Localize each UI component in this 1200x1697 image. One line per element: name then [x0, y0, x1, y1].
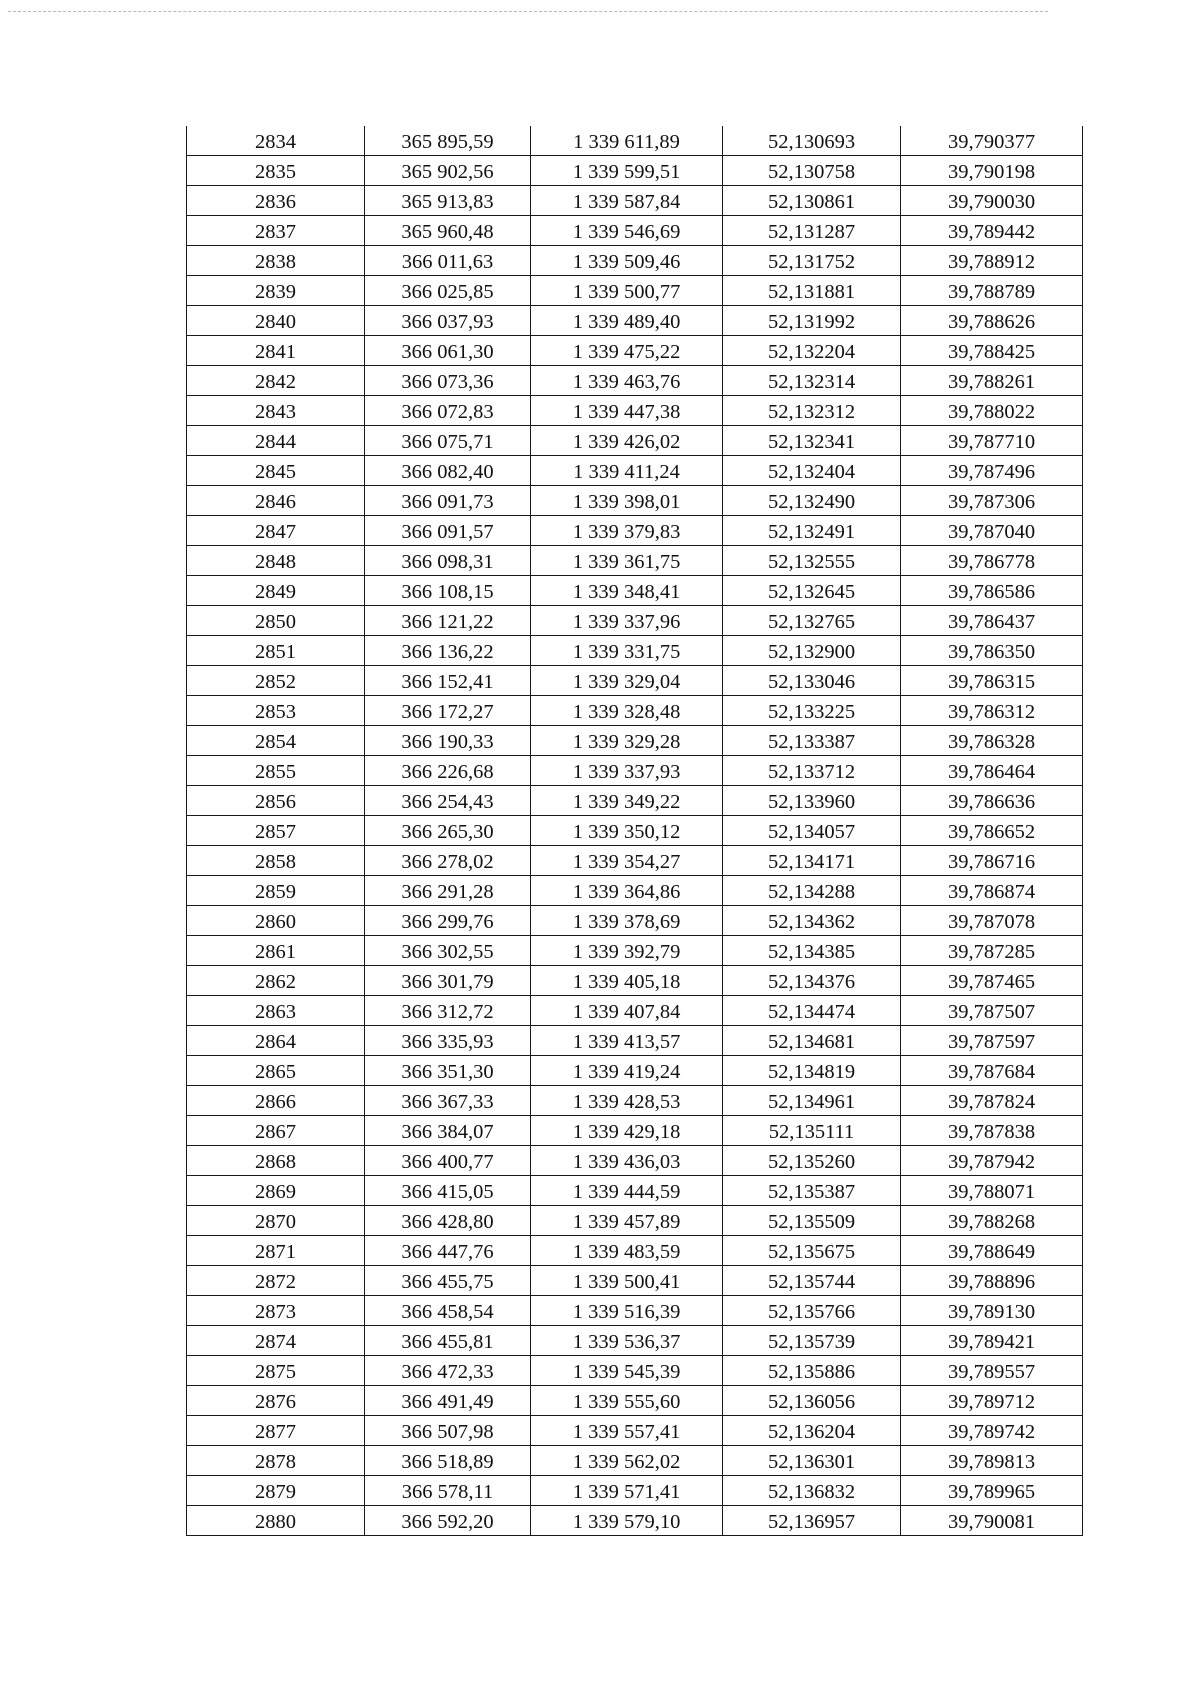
table-row [187, 1026, 1083, 1056]
latitude-cell: 52,135387 [723, 1176, 901, 1206]
longitude-cell: 39,786778 [901, 546, 1083, 576]
table-row [187, 336, 1083, 366]
point-number-cell: 2863 [187, 996, 365, 1026]
y-coordinate-cell: 1 339 407,84 [531, 996, 723, 1026]
latitude-cell: 52,136957 [723, 1506, 901, 1536]
point-number-cell: 2847 [187, 516, 365, 546]
longitude-cell: 39,786437 [901, 606, 1083, 636]
longitude-cell: 39,787597 [901, 1026, 1083, 1056]
x-coordinate-cell: 366 302,55 [365, 936, 531, 966]
longitude-cell: 39,788071 [901, 1176, 1083, 1206]
longitude-cell: 39,786350 [901, 636, 1083, 666]
table-row [187, 1476, 1083, 1506]
latitude-cell: 52,134819 [723, 1056, 901, 1086]
longitude-cell: 39,789421 [901, 1326, 1083, 1356]
table-row [187, 306, 1083, 336]
x-coordinate-cell: 366 491,49 [365, 1386, 531, 1416]
y-coordinate-cell: 1 339 509,46 [531, 246, 723, 276]
latitude-cell: 52,136301 [723, 1446, 901, 1476]
table-row [187, 1206, 1083, 1236]
latitude-cell: 52,133387 [723, 726, 901, 756]
longitude-cell: 39,789813 [901, 1446, 1083, 1476]
table-row [187, 546, 1083, 576]
point-number-cell: 2869 [187, 1176, 365, 1206]
y-coordinate-cell: 1 339 562,02 [531, 1446, 723, 1476]
x-coordinate-cell: 366 091,57 [365, 516, 531, 546]
latitude-cell: 52,132312 [723, 396, 901, 426]
table-row [187, 1506, 1083, 1536]
table-row [187, 1296, 1083, 1326]
latitude-cell: 52,134362 [723, 906, 901, 936]
x-coordinate-cell: 366 190,33 [365, 726, 531, 756]
table-row [187, 1146, 1083, 1176]
latitude-cell: 52,132314 [723, 366, 901, 396]
table-row [187, 1326, 1083, 1356]
longitude-cell: 39,788912 [901, 246, 1083, 276]
latitude-cell: 52,135739 [723, 1326, 901, 1356]
y-coordinate-cell: 1 339 411,24 [531, 456, 723, 486]
longitude-cell: 39,790198 [901, 156, 1083, 186]
point-number-cell: 2880 [187, 1506, 365, 1536]
latitude-cell: 52,134171 [723, 846, 901, 876]
latitude-cell: 52,132555 [723, 546, 901, 576]
y-coordinate-cell: 1 339 378,69 [531, 906, 723, 936]
longitude-cell: 39,786652 [901, 816, 1083, 846]
longitude-cell: 39,788425 [901, 336, 1083, 366]
table-row [187, 1086, 1083, 1116]
table-row [187, 156, 1083, 186]
y-coordinate-cell: 1 339 545,39 [531, 1356, 723, 1386]
y-coordinate-cell: 1 339 392,79 [531, 936, 723, 966]
y-coordinate-cell: 1 339 599,51 [531, 156, 723, 186]
latitude-cell: 52,131287 [723, 216, 901, 246]
table-row [187, 1356, 1083, 1386]
x-coordinate-cell: 366 291,28 [365, 876, 531, 906]
point-number-cell: 2874 [187, 1326, 365, 1356]
x-coordinate-cell: 366 367,33 [365, 1086, 531, 1116]
point-number-cell: 2840 [187, 306, 365, 336]
table-row [187, 1056, 1083, 1086]
latitude-cell: 52,132490 [723, 486, 901, 516]
point-number-cell: 2855 [187, 756, 365, 786]
table-row [187, 996, 1083, 1026]
y-coordinate-cell: 1 339 350,12 [531, 816, 723, 846]
x-coordinate-cell: 365 960,48 [365, 216, 531, 246]
longitude-cell: 39,786586 [901, 576, 1083, 606]
longitude-cell: 39,790081 [901, 1506, 1083, 1536]
x-coordinate-cell: 366 172,27 [365, 696, 531, 726]
longitude-cell: 39,787040 [901, 516, 1083, 546]
point-number-cell: 2838 [187, 246, 365, 276]
longitude-cell: 39,787507 [901, 996, 1083, 1026]
x-coordinate-cell: 366 301,79 [365, 966, 531, 996]
point-number-cell: 2849 [187, 576, 365, 606]
longitude-cell: 39,787684 [901, 1056, 1083, 1086]
y-coordinate-cell: 1 339 405,18 [531, 966, 723, 996]
point-number-cell: 2873 [187, 1296, 365, 1326]
point-number-cell: 2859 [187, 876, 365, 906]
point-number-cell: 2876 [187, 1386, 365, 1416]
y-coordinate-cell: 1 339 329,04 [531, 666, 723, 696]
longitude-cell: 39,789712 [901, 1386, 1083, 1416]
x-coordinate-cell: 366 265,30 [365, 816, 531, 846]
table-row [187, 1386, 1083, 1416]
longitude-cell: 39,786636 [901, 786, 1083, 816]
point-number-cell: 2864 [187, 1026, 365, 1056]
point-number-cell: 2834 [187, 126, 365, 156]
table-row [187, 516, 1083, 546]
latitude-cell: 52,132491 [723, 516, 901, 546]
table-row [187, 576, 1083, 606]
latitude-cell: 52,135509 [723, 1206, 901, 1236]
point-number-cell: 2861 [187, 936, 365, 966]
point-number-cell: 2836 [187, 186, 365, 216]
point-number-cell: 2835 [187, 156, 365, 186]
x-coordinate-cell: 366 455,81 [365, 1326, 531, 1356]
y-coordinate-cell: 1 339 587,84 [531, 186, 723, 216]
longitude-cell: 39,788268 [901, 1206, 1083, 1236]
longitude-cell: 39,787824 [901, 1086, 1083, 1116]
latitude-cell: 52,135260 [723, 1146, 901, 1176]
longitude-cell: 39,787306 [901, 486, 1083, 516]
point-number-cell: 2844 [187, 426, 365, 456]
y-coordinate-cell: 1 339 500,41 [531, 1266, 723, 1296]
x-coordinate-cell: 366 578,11 [365, 1476, 531, 1506]
y-coordinate-cell: 1 339 546,69 [531, 216, 723, 246]
table-row [187, 486, 1083, 516]
y-coordinate-cell: 1 339 331,75 [531, 636, 723, 666]
x-coordinate-cell: 366 226,68 [365, 756, 531, 786]
table-row [187, 636, 1083, 666]
latitude-cell: 52,131752 [723, 246, 901, 276]
point-number-cell: 2871 [187, 1236, 365, 1266]
point-number-cell: 2862 [187, 966, 365, 996]
table-row [187, 816, 1083, 846]
coordinates-table [186, 126, 1083, 1536]
y-coordinate-cell: 1 339 426,02 [531, 426, 723, 456]
point-number-cell: 2878 [187, 1446, 365, 1476]
y-coordinate-cell: 1 339 557,41 [531, 1416, 723, 1446]
latitude-cell: 52,132645 [723, 576, 901, 606]
point-number-cell: 2868 [187, 1146, 365, 1176]
x-coordinate-cell: 366 025,85 [365, 276, 531, 306]
latitude-cell: 52,133960 [723, 786, 901, 816]
latitude-cell: 52,134681 [723, 1026, 901, 1056]
longitude-cell: 39,788649 [901, 1236, 1083, 1266]
table-row [187, 366, 1083, 396]
latitude-cell: 52,130861 [723, 186, 901, 216]
y-coordinate-cell: 1 339 555,60 [531, 1386, 723, 1416]
latitude-cell: 52,134961 [723, 1086, 901, 1116]
point-number-cell: 2850 [187, 606, 365, 636]
longitude-cell: 39,787710 [901, 426, 1083, 456]
coordinates-table-body [187, 126, 1083, 1536]
latitude-cell: 52,131881 [723, 276, 901, 306]
x-coordinate-cell: 366 037,93 [365, 306, 531, 336]
latitude-cell: 52,134385 [723, 936, 901, 966]
longitude-cell: 39,786328 [901, 726, 1083, 756]
y-coordinate-cell: 1 339 500,77 [531, 276, 723, 306]
table-row [187, 846, 1083, 876]
x-coordinate-cell: 366 072,83 [365, 396, 531, 426]
point-number-cell: 2845 [187, 456, 365, 486]
x-coordinate-cell: 366 011,63 [365, 246, 531, 276]
table-row [187, 126, 1083, 156]
latitude-cell: 52,135744 [723, 1266, 901, 1296]
table-row [187, 906, 1083, 936]
point-number-cell: 2841 [187, 336, 365, 366]
point-number-cell: 2857 [187, 816, 365, 846]
table-row [187, 1266, 1083, 1296]
longitude-cell: 39,789557 [901, 1356, 1083, 1386]
x-coordinate-cell: 366 351,30 [365, 1056, 531, 1086]
y-coordinate-cell: 1 339 361,75 [531, 546, 723, 576]
point-number-cell: 2866 [187, 1086, 365, 1116]
longitude-cell: 39,786315 [901, 666, 1083, 696]
table-row [187, 426, 1083, 456]
x-coordinate-cell: 366 098,31 [365, 546, 531, 576]
latitude-cell: 52,130693 [723, 126, 901, 156]
longitude-cell: 39,789965 [901, 1476, 1083, 1506]
latitude-cell: 52,130758 [723, 156, 901, 186]
table-row [187, 186, 1083, 216]
x-coordinate-cell: 366 447,76 [365, 1236, 531, 1266]
y-coordinate-cell: 1 339 457,89 [531, 1206, 723, 1236]
longitude-cell: 39,787942 [901, 1146, 1083, 1176]
latitude-cell: 52,135111 [723, 1116, 901, 1146]
longitude-cell: 39,788626 [901, 306, 1083, 336]
table-row [187, 876, 1083, 906]
point-number-cell: 2879 [187, 1476, 365, 1506]
table-row [187, 216, 1083, 246]
table-row [187, 276, 1083, 306]
y-coordinate-cell: 1 339 516,39 [531, 1296, 723, 1326]
longitude-cell: 39,786716 [901, 846, 1083, 876]
x-coordinate-cell: 366 136,22 [365, 636, 531, 666]
latitude-cell: 52,132404 [723, 456, 901, 486]
latitude-cell: 52,134057 [723, 816, 901, 846]
x-coordinate-cell: 366 082,40 [365, 456, 531, 486]
longitude-cell: 39,788896 [901, 1266, 1083, 1296]
point-number-cell: 2837 [187, 216, 365, 246]
x-coordinate-cell: 366 455,75 [365, 1266, 531, 1296]
latitude-cell: 52,134288 [723, 876, 901, 906]
latitude-cell: 52,133225 [723, 696, 901, 726]
longitude-cell: 39,787285 [901, 936, 1083, 966]
table-row [187, 1446, 1083, 1476]
y-coordinate-cell: 1 339 444,59 [531, 1176, 723, 1206]
y-coordinate-cell: 1 339 489,40 [531, 306, 723, 336]
y-coordinate-cell: 1 339 463,76 [531, 366, 723, 396]
point-number-cell: 2856 [187, 786, 365, 816]
point-number-cell: 2867 [187, 1116, 365, 1146]
longitude-cell: 39,788789 [901, 276, 1083, 306]
longitude-cell: 39,790377 [901, 126, 1083, 156]
longitude-cell: 39,789442 [901, 216, 1083, 246]
longitude-cell: 39,787465 [901, 966, 1083, 996]
longitude-cell: 39,789130 [901, 1296, 1083, 1326]
latitude-cell: 52,132900 [723, 636, 901, 666]
latitude-cell: 52,135766 [723, 1296, 901, 1326]
y-coordinate-cell: 1 339 364,86 [531, 876, 723, 906]
y-coordinate-cell: 1 339 536,37 [531, 1326, 723, 1356]
y-coordinate-cell: 1 339 349,22 [531, 786, 723, 816]
y-coordinate-cell: 1 339 398,01 [531, 486, 723, 516]
x-coordinate-cell: 365 902,56 [365, 156, 531, 186]
document-page [186, 126, 1082, 1536]
point-number-cell: 2875 [187, 1356, 365, 1386]
x-coordinate-cell: 366 091,73 [365, 486, 531, 516]
latitude-cell: 52,134474 [723, 996, 901, 1026]
y-coordinate-cell: 1 339 428,53 [531, 1086, 723, 1116]
x-coordinate-cell: 366 254,43 [365, 786, 531, 816]
latitude-cell: 52,136832 [723, 1476, 901, 1506]
table-row [187, 696, 1083, 726]
x-coordinate-cell: 366 507,98 [365, 1416, 531, 1446]
longitude-cell: 39,790030 [901, 186, 1083, 216]
longitude-cell: 39,788022 [901, 396, 1083, 426]
table-row [187, 1236, 1083, 1266]
longitude-cell: 39,787496 [901, 456, 1083, 486]
longitude-cell: 39,786874 [901, 876, 1083, 906]
longitude-cell: 39,787078 [901, 906, 1083, 936]
y-coordinate-cell: 1 339 579,10 [531, 1506, 723, 1536]
table-row [187, 966, 1083, 996]
x-coordinate-cell: 366 061,30 [365, 336, 531, 366]
latitude-cell: 52,132341 [723, 426, 901, 456]
y-coordinate-cell: 1 339 329,28 [531, 726, 723, 756]
y-coordinate-cell: 1 339 337,96 [531, 606, 723, 636]
latitude-cell: 52,133712 [723, 756, 901, 786]
point-number-cell: 2839 [187, 276, 365, 306]
latitude-cell: 52,133046 [723, 666, 901, 696]
longitude-cell: 39,786312 [901, 696, 1083, 726]
y-coordinate-cell: 1 339 429,18 [531, 1116, 723, 1146]
x-coordinate-cell: 366 592,20 [365, 1506, 531, 1536]
x-coordinate-cell: 366 299,76 [365, 906, 531, 936]
longitude-cell: 39,786464 [901, 756, 1083, 786]
x-coordinate-cell: 365 895,59 [365, 126, 531, 156]
x-coordinate-cell: 366 458,54 [365, 1296, 531, 1326]
y-coordinate-cell: 1 339 571,41 [531, 1476, 723, 1506]
x-coordinate-cell: 366 428,80 [365, 1206, 531, 1236]
table-row [187, 666, 1083, 696]
y-coordinate-cell: 1 339 348,41 [531, 576, 723, 606]
x-coordinate-cell: 366 472,33 [365, 1356, 531, 1386]
x-coordinate-cell: 366 152,41 [365, 666, 531, 696]
longitude-cell: 39,787838 [901, 1116, 1083, 1146]
x-coordinate-cell: 366 335,93 [365, 1026, 531, 1056]
x-coordinate-cell: 366 075,71 [365, 426, 531, 456]
point-number-cell: 2843 [187, 396, 365, 426]
longitude-cell: 39,789742 [901, 1416, 1083, 1446]
point-number-cell: 2848 [187, 546, 365, 576]
y-coordinate-cell: 1 339 436,03 [531, 1146, 723, 1176]
table-row [187, 936, 1083, 966]
longitude-cell: 39,788261 [901, 366, 1083, 396]
latitude-cell: 52,132204 [723, 336, 901, 366]
table-row [187, 1416, 1083, 1446]
point-number-cell: 2872 [187, 1266, 365, 1296]
latitude-cell: 52,131992 [723, 306, 901, 336]
table-row [187, 756, 1083, 786]
latitude-cell: 52,135886 [723, 1356, 901, 1386]
x-coordinate-cell: 366 415,05 [365, 1176, 531, 1206]
y-coordinate-cell: 1 339 419,24 [531, 1056, 723, 1086]
table-row [187, 786, 1083, 816]
table-row [187, 1176, 1083, 1206]
y-coordinate-cell: 1 339 611,89 [531, 126, 723, 156]
y-coordinate-cell: 1 339 413,57 [531, 1026, 723, 1056]
table-row [187, 396, 1083, 426]
x-coordinate-cell: 366 400,77 [365, 1146, 531, 1176]
latitude-cell: 52,136056 [723, 1386, 901, 1416]
y-coordinate-cell: 1 339 337,93 [531, 756, 723, 786]
x-coordinate-cell: 366 108,15 [365, 576, 531, 606]
table-row [187, 726, 1083, 756]
x-coordinate-cell: 366 312,72 [365, 996, 531, 1026]
table-row [187, 456, 1083, 486]
point-number-cell: 2851 [187, 636, 365, 666]
x-coordinate-cell: 366 518,89 [365, 1446, 531, 1476]
point-number-cell: 2854 [187, 726, 365, 756]
point-number-cell: 2853 [187, 696, 365, 726]
point-number-cell: 2865 [187, 1056, 365, 1086]
x-coordinate-cell: 366 278,02 [365, 846, 531, 876]
x-coordinate-cell: 366 073,36 [365, 366, 531, 396]
table-row [187, 246, 1083, 276]
point-number-cell: 2877 [187, 1416, 365, 1446]
y-coordinate-cell: 1 339 379,83 [531, 516, 723, 546]
y-coordinate-cell: 1 339 328,48 [531, 696, 723, 726]
point-number-cell: 2846 [187, 486, 365, 516]
latitude-cell: 52,136204 [723, 1416, 901, 1446]
point-number-cell: 2860 [187, 906, 365, 936]
latitude-cell: 52,134376 [723, 966, 901, 996]
x-coordinate-cell: 365 913,83 [365, 186, 531, 216]
scan-edge-line [8, 11, 1048, 12]
y-coordinate-cell: 1 339 475,22 [531, 336, 723, 366]
x-coordinate-cell: 366 121,22 [365, 606, 531, 636]
x-coordinate-cell: 366 384,07 [365, 1116, 531, 1146]
y-coordinate-cell: 1 339 354,27 [531, 846, 723, 876]
point-number-cell: 2842 [187, 366, 365, 396]
latitude-cell: 52,132765 [723, 606, 901, 636]
point-number-cell: 2852 [187, 666, 365, 696]
point-number-cell: 2858 [187, 846, 365, 876]
y-coordinate-cell: 1 339 447,38 [531, 396, 723, 426]
latitude-cell: 52,135675 [723, 1236, 901, 1266]
table-row [187, 1116, 1083, 1146]
y-coordinate-cell: 1 339 483,59 [531, 1236, 723, 1266]
point-number-cell: 2870 [187, 1206, 365, 1236]
table-row [187, 606, 1083, 636]
